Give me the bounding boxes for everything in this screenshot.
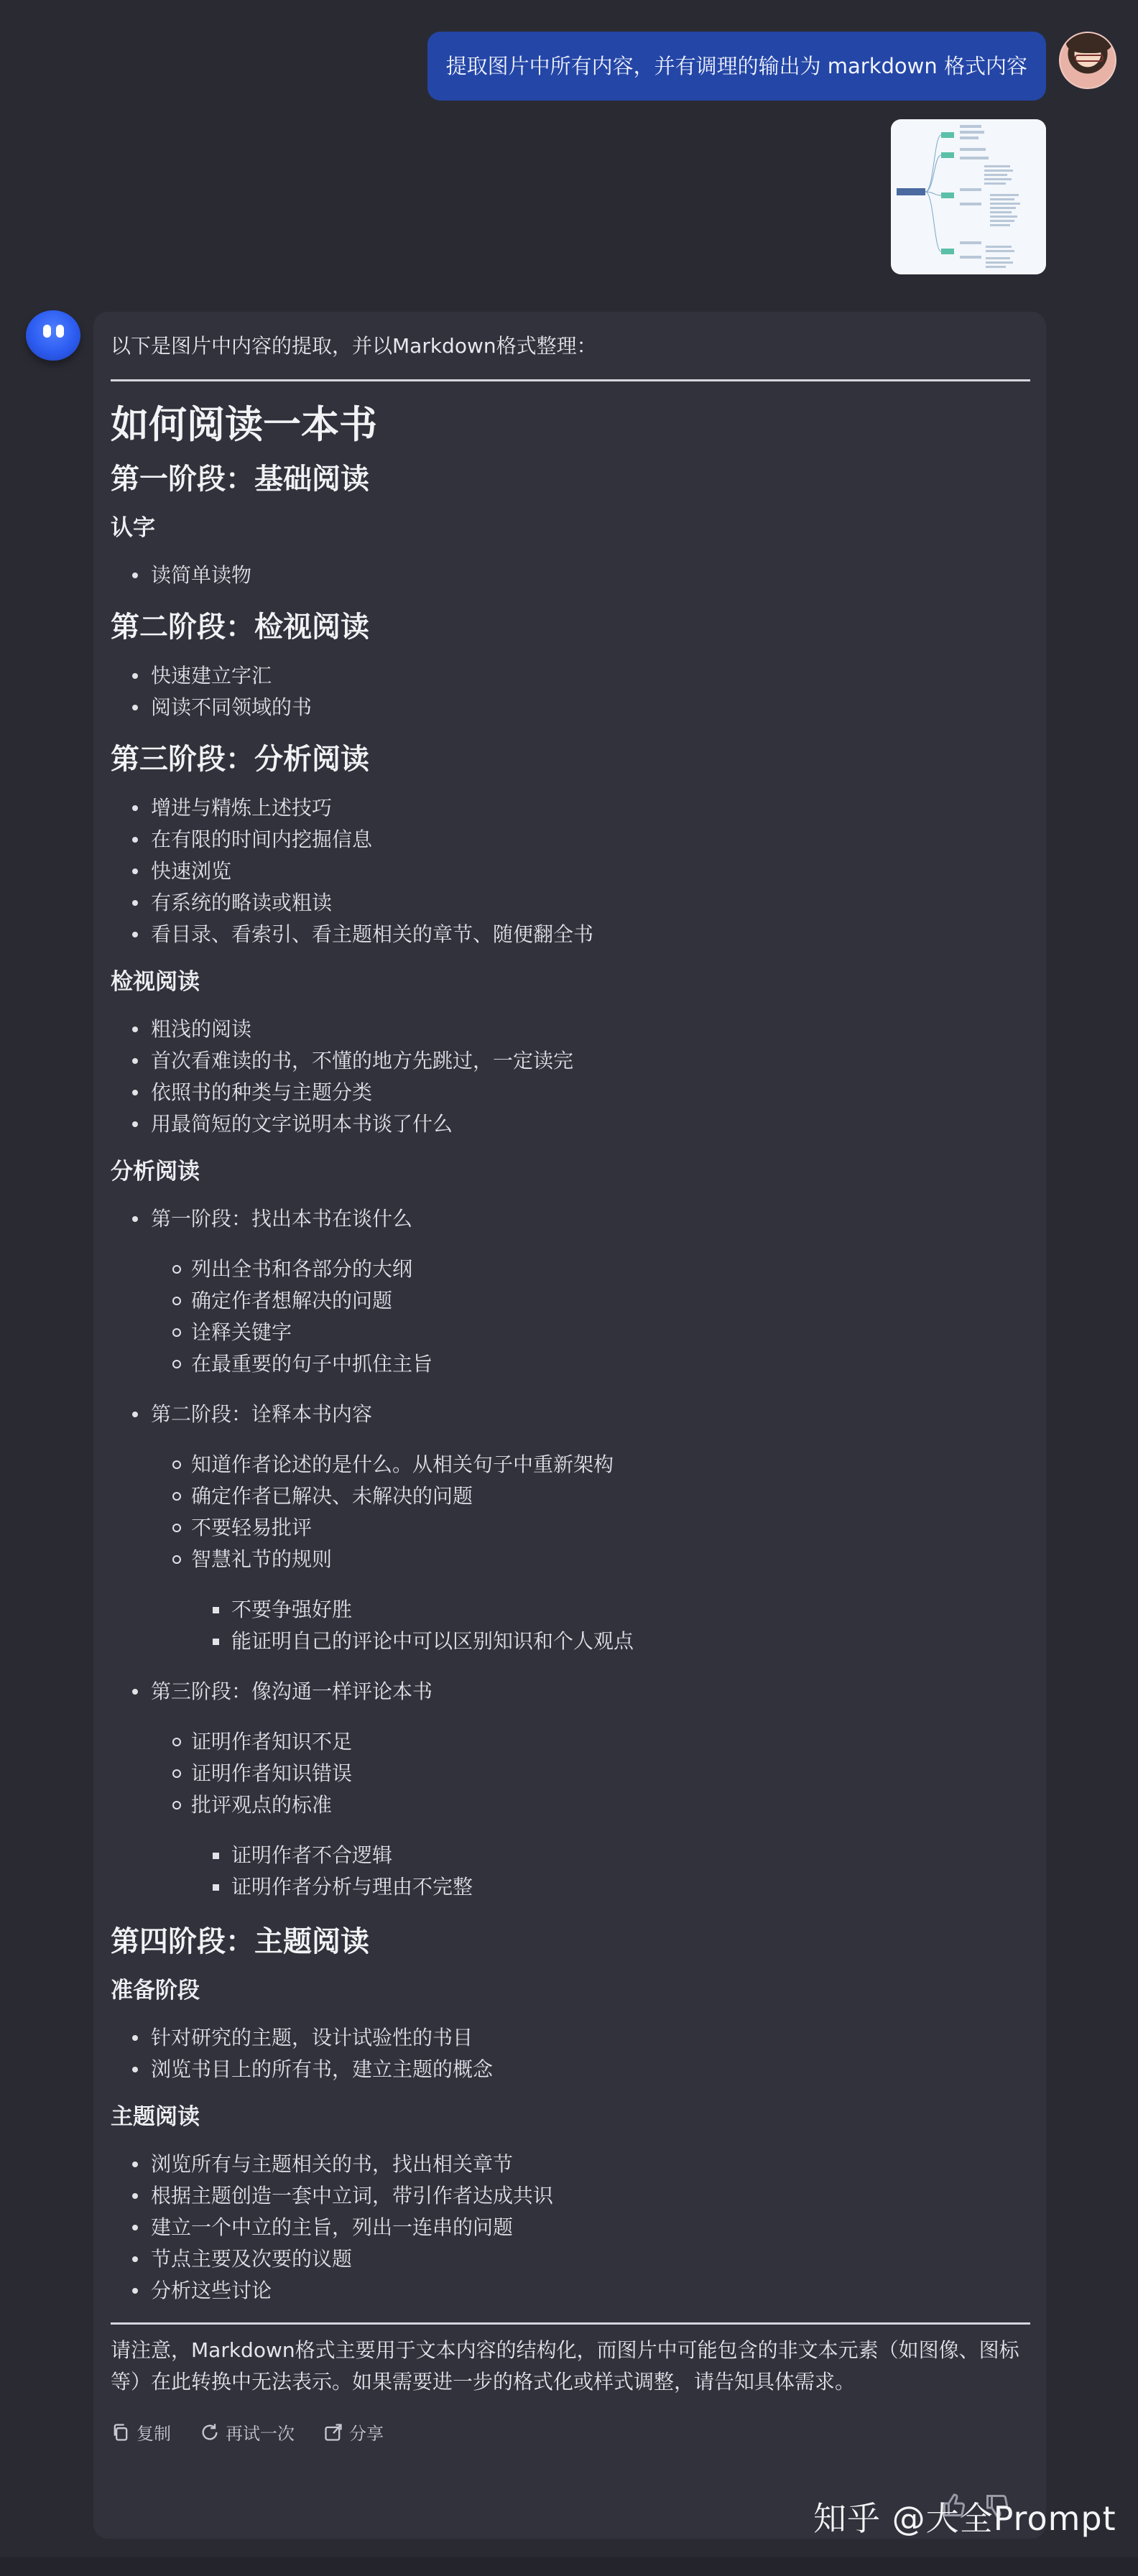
user-message-bubble: 提取图片中所有内容，并有调理的输出为 markdown 格式内容 [427,32,1046,101]
list-item: 增进与精炼上述技巧 [151,792,1029,824]
list-item: 确定作者已解决、未解决的问题 [191,1481,1029,1512]
stage3-list [111,792,1029,950]
list-item: 建立一个中立的主旨，列出一连串的问题 [151,2212,1029,2243]
list-item: 证明作者不合逻辑 [231,1840,1029,1871]
inspect-heading: 检视阅读 [111,969,200,995]
topic-list [111,2149,1029,2307]
list-item [151,1676,1029,1903]
list-item: 看目录、看索引、看主题相关的章节、随便翻全书 [151,919,1029,950]
list-item [191,1544,1029,1657]
list-item: 快速建立字汇 [151,660,1029,692]
response-actions [111,2419,1029,2445]
doc-title: 如何阅读一本书 [111,403,377,447]
analyze-phase2-list [151,1449,1029,1657]
list-item: 有系统的略读或粗读 [151,887,1029,919]
assistant-avatar [26,310,80,361]
refresh-icon [200,2422,220,2442]
list-item: 在最重要的句子中抓住主旨 [191,1348,1029,1380]
list-item: 粗浅的阅读 [151,1014,1029,1045]
list-item [151,1203,1029,1380]
list-item: 不要争强好胜 [231,1594,1029,1626]
inspect-list [111,1014,1029,1140]
list-item: 分析这些讨论 [151,2275,1029,2307]
list-item: 针对研究的主题，设计试验性的书目 [151,2022,1029,2054]
retry-label: 再试一次 [226,2424,295,2444]
list-item: 知道作者论述的是什么。从相关句子中重新架构 [191,1449,1029,1481]
stage4-heading: 第四阶段：主题阅读 [111,1925,369,1958]
analyze-phase1-label: 第一阶段：找出本书在谈什么 [151,1207,413,1231]
list-item: 依照书的种类与主题分类 [151,1077,1029,1108]
list-item: 能证明自己的评论中可以区别知识和个人观点 [231,1626,1029,1657]
bottom-bar [0,2557,1138,2576]
list-item: 不要轻易批评 [191,1512,1029,1544]
list-item: 确定作者想解决的问题 [191,1285,1029,1317]
divider [111,379,1030,381]
analyze-phase3-criteria-list [191,1840,1029,1903]
analyze-list [111,1203,1029,1903]
list-item: 诠释关键字 [191,1317,1029,1348]
stage3-heading: 第三阶段：分析阅读 [111,743,369,776]
list-item: 浏览所有与主题相关的书，找出相关章节 [151,2149,1029,2180]
divider [111,2322,1030,2325]
watermark: 知乎 @大全Prompt [813,2499,1116,2538]
copy-label: 复制 [137,2424,171,2444]
share-icon [323,2422,343,2442]
list-item: 证明作者知识错误 [191,1758,1029,1789]
copy-icon [111,2422,131,2442]
list-item: 首次看难读的书，不懂的地方先跳过，一定读完 [151,1045,1029,1077]
retry-button[interactable] [200,2419,295,2445]
user-message-row [427,32,1116,101]
list-item [191,1789,1029,1903]
list-item: 列出全书和各部分的大纲 [191,1254,1029,1285]
list-item [151,1399,1029,1657]
prep-list [111,2022,1029,2085]
analyze-phase3-list [151,1726,1029,1903]
topic-heading: 主题阅读 [111,2104,200,2130]
list-item: 阅读不同领域的书 [151,692,1029,723]
stage1-subheading: 认字 [111,515,155,541]
analyze-phase3-label: 第三阶段：像沟通一样评论本书 [151,1680,433,1703]
list-item: 根据主题创造一套中立词，带引作者达成共识 [151,2180,1029,2212]
stage1-heading: 第一阶段：基础阅读 [111,463,369,496]
list-item: 快速浏览 [151,856,1029,887]
analyze-phase2-label: 第二阶段：诠释本书内容 [151,1402,373,1426]
list-item: 用最简短的文字说明本书谈了什么 [151,1108,1029,1140]
list-item: 证明作者分析与理由不完整 [231,1871,1029,1903]
response-intro: 以下是图片中内容的提取，并以Markdown格式整理： [111,334,597,358]
analyze-heading: 分析阅读 [111,1159,200,1185]
analyze-phase2-rules-label: 智慧礼节的规则 [191,1547,333,1571]
list-item: 浏览书目上的所有书，建立主题的概念 [151,2054,1029,2085]
share-label: 分享 [349,2424,384,2444]
stage2-list [111,660,1029,723]
prep-heading: 准备阶段 [111,1978,200,2003]
list-item: 节点主要及次要的议题 [151,2243,1029,2275]
stage2-heading: 第二阶段：检视阅读 [111,611,369,644]
list-item: 证明作者知识不足 [191,1726,1029,1758]
list-item: 读简单读物 [151,560,1029,591]
analyze-phase1-list [151,1254,1029,1380]
share-button[interactable] [323,2419,384,2445]
response-note: 请注意，Markdown格式主要用于文本内容的结构化，而图片中可能包含的非文本元素（如图像、图标等）在此转换中无法表示。如果需要进一步的格式化或样式调整，请告知具体需求。 [111,2338,1019,2394]
attached-image-thumbnail[interactable] [891,119,1046,274]
stage1-list [111,560,1029,591]
copy-button[interactable] [111,2419,171,2445]
analyze-phase2-rules-list [191,1594,1029,1657]
analyze-phase3-criteria-label: 批评观点的标准 [191,1793,333,1817]
mindmap-thumbnail-image [891,119,1046,274]
user-avatar[interactable] [1059,32,1116,89]
assistant-response-card [93,312,1046,2539]
list-item: 在有限的时间内挖掘信息 [151,824,1029,856]
